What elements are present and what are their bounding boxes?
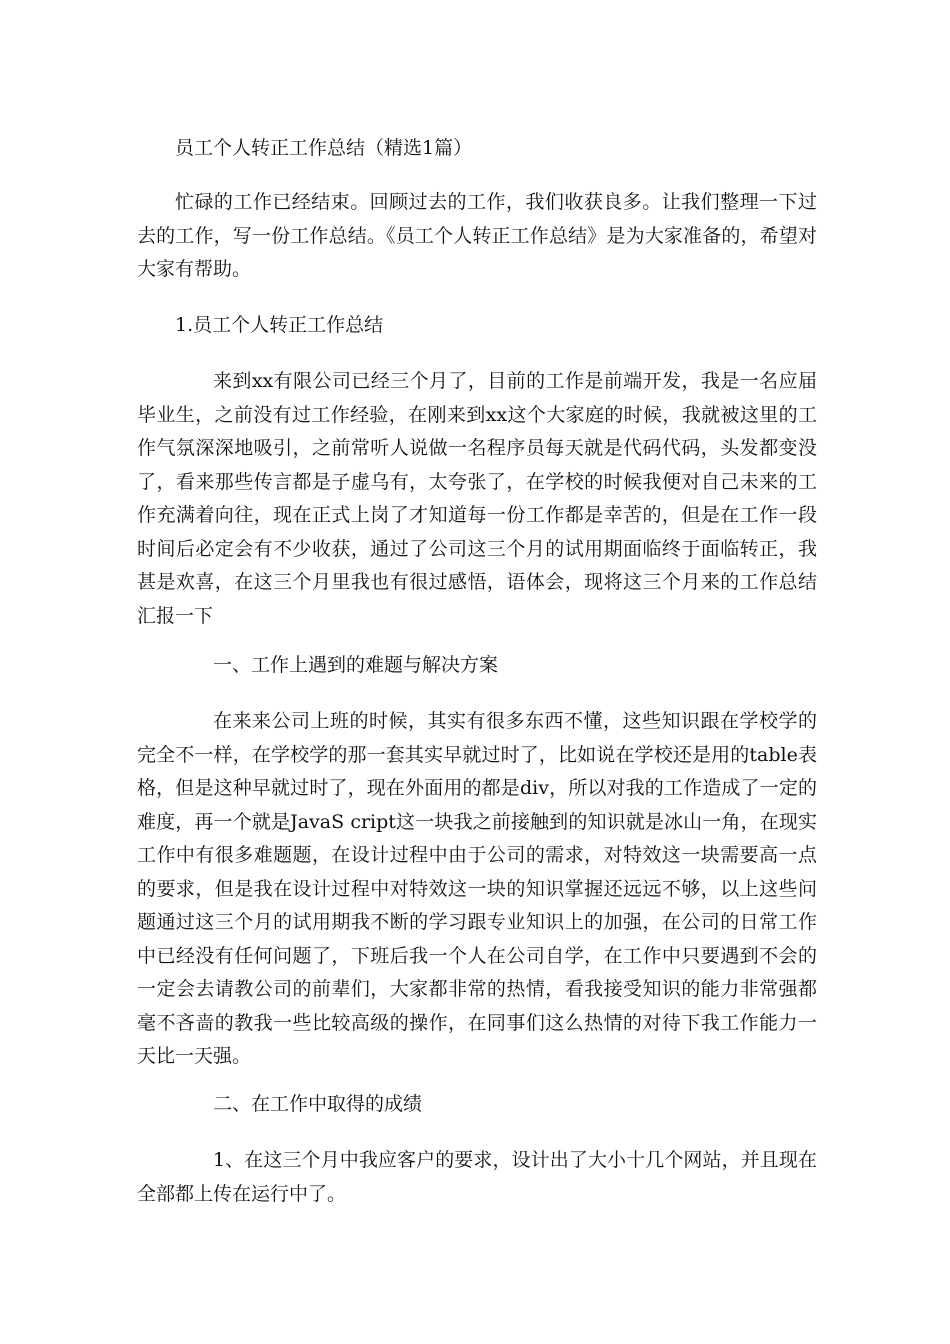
body-paragraph-1: 来到xx有限公司已经三个月了，目前的工作是前端开发，我是一名应届毕业生，之前没有过工作经验，在刚来到xx这个大家庭的时候，我就被这里的工作气氛深深地吸引，之前常听人说做一名程序员每天就是代码代码，头发都变没了，看来那些传言都是子虚乌有，太夸张了，在学校的时候我便对自己未来的工作充满着向往，现在正式上岗了才知道每一份工作都是幸苦的，但是在工作一段时间后必定会有不少收获，通过了公司这三个月的试用期面临终于面临转正，我甚是欢喜，在这三个月里我也有很过感悟，语体会，现将这三个月来的工作总结汇报一下 [137, 370, 817, 627]
subheading-difficulties: 一、工作上遇到的难题与解决方案 [213, 654, 499, 676]
subheading-achievements: 二、在工作中取得的成绩 [213, 1093, 423, 1115]
body-paragraph-3: 1、在这三个月中我应客户的要求，设计出了大小十几个网站，并且现在全部都上传在运行中了。 [137, 1149, 817, 1205]
intro-paragraph: 忙碌的工作已经结束。回顾过去的工作，我们收获良多。让我们整理一下过去的工作，写一份工作总结。《员工个人转正工作总结》是为大家准备的，希望对大家有帮助。 [137, 191, 817, 280]
body-paragraph-2: 在来来公司上班的时候，其实有很多东西不懂，这些知识跟在学校学的完全不一样，在学校学的那一套其实早就过时了，比如说在学校还是用的table表格，但是这种早就过时了，现在外面用的都是div，所以对我的工作造成了一定的难度，再一个就是JavaS cript这一块我之前接触到的知识就是冰山一角，在现实工作中有很多难题题，在设计过程中由于公司的需求，对特效这一块需要高一点的要求，但是我在设计过程中对特效这一块的知识掌握还远远不够，以上这些问题通过这三个月的试用期我不断的学习跟专业知识上的加强，在公司的日常工作中已经没有任何问题了，下班后我一个人在公司自学，在工作中只要遇到不会的一定会去请教公司的前辈们，大家都非常的热情，看我接受知识的能力非常强都毫不吝啬的教我一些比较高级的操作，在同事们这么热情的对待下我工作能力一天比一天强。 [137, 710, 817, 1067]
section-heading: 1.员工个人转正工作总结 [175, 314, 384, 336]
document-title: 员工个人转正工作总结（精选1篇） [175, 137, 473, 159]
